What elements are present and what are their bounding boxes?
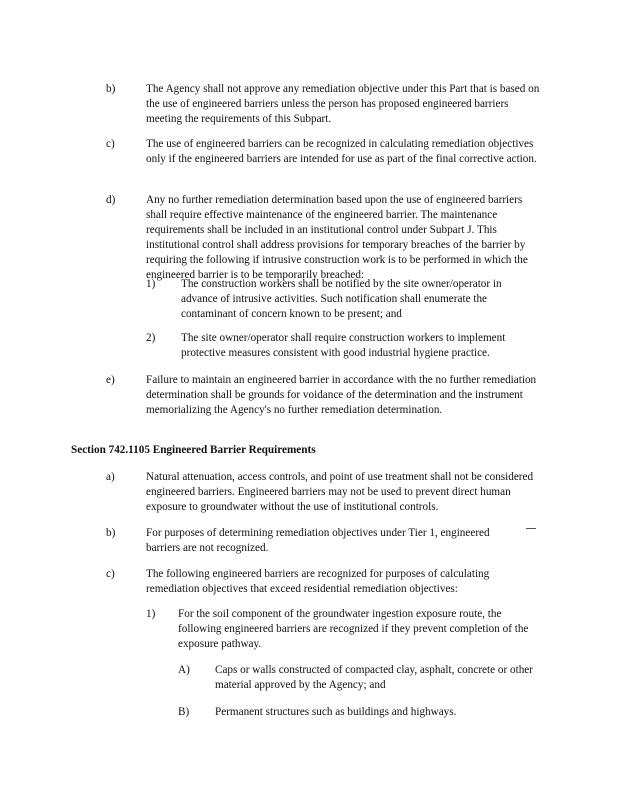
paragraph-label: a): [106, 471, 115, 483]
paragraph-label: 1): [146, 278, 156, 290]
paragraph-label: b): [106, 83, 116, 95]
section-heading: Section 742.1105 Engineered Barrier Requirements: [71, 444, 316, 456]
paragraph-text: Any no further remediation determination based upon the use of engineered barriers shall require effective maintenance of the engineered barrier. The maintenance requirements shall be included in an institutional control under Subpart J. This institutional control shall address provisions for temporary breaches of the barrier by requiring the following if intrusive construction work is to be performed in which the engineered barrier is to be temporarily breached:: [146, 194, 528, 281]
paragraph-text: Natural attenuation, access controls, and point of use treatment shall not be considered engineered barriers. Engineered barriers may not be used to prevent direct human exposure to groundwater without the use of institutional controls.: [146, 471, 534, 513]
paragraph-label: d): [106, 194, 116, 206]
paragraph-label: B): [178, 706, 190, 718]
paragraph-label: b): [106, 527, 116, 539]
paragraph-text: The construction workers shall be notified by the site owner/operator in advance of intrusive activities. Such notification shall enumerate the contaminant of concern known to be present; and: [181, 278, 502, 320]
paragraph-text: The Agency shall not approve any remediation objective under this Part that is based on the use of engineered barriers unless the person has proposed engineered barriers meeting the requirements of this Subpart.: [146, 83, 540, 125]
paragraph-text: The site owner/operator shall require construction workers to implement protective measures consistent with good industrial hygiene practice.: [181, 332, 506, 359]
paragraph-label: e): [106, 374, 115, 386]
paragraph-text: Caps or walls constructed of compacted clay, asphalt, concrete or other material approved by the Agency; and: [215, 664, 533, 691]
paragraph-label: 1): [146, 608, 156, 620]
paragraph-text: For the soil component of the groundwater ingestion exposure route, the following engineered barriers are recognized if they prevent completion of the exposure pathway.: [178, 608, 529, 650]
paragraph-text: Failure to maintain an engineered barrier in accordance with the no further remediation determination shall be grounds for voidance of the determination and the instrument memorializing the Agency's no further remediation determination.: [146, 374, 537, 416]
paragraph-text: Permanent structures such as buildings and highways.: [215, 706, 457, 718]
paragraph-text: The use of engineered barriers can be recognized in calculating remediation objectives only if the engineered barriers are intended for use as part of the final corrective action.: [146, 138, 537, 165]
paragraph-label: c): [106, 138, 115, 150]
paragraph-label: c): [106, 568, 115, 580]
paragraph-label: A): [178, 664, 190, 676]
margin-mark: [526, 528, 536, 529]
paragraph-text: For purposes of determining remediation objectives under Tier 1, engineered barriers are not recognized.: [146, 527, 490, 554]
paragraph-label: 2): [146, 332, 156, 344]
paragraph-text: The following engineered barriers are recognized for purposes of calculating remediation objectives that exceed residential remediation objectives:: [146, 568, 490, 595]
